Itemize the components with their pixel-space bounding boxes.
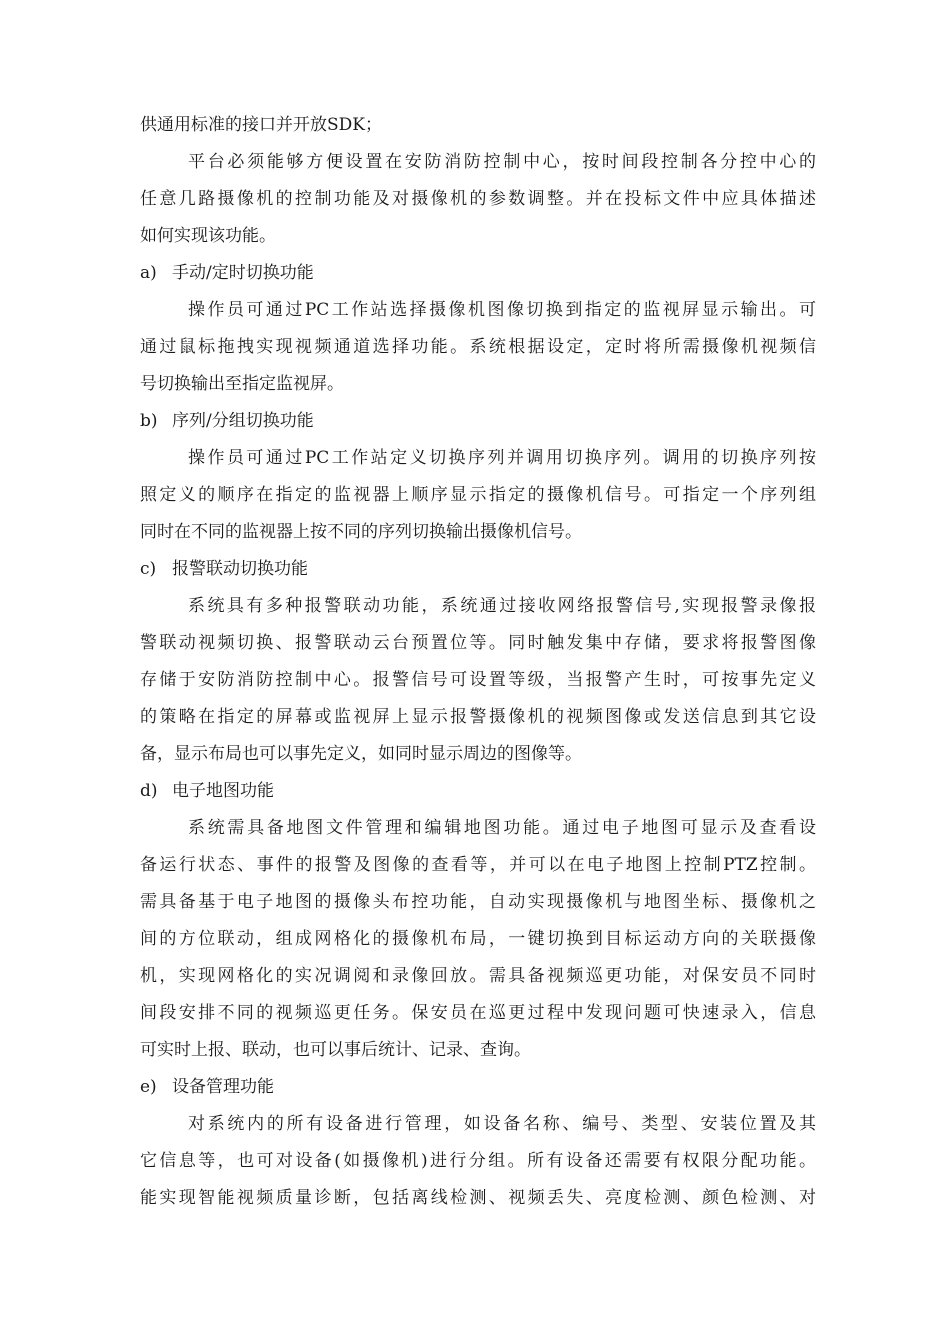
heading-marker: e): [140, 1077, 157, 1097]
paragraph-intro-end: [140, 107, 816, 144]
text-line: 对系统内的所有设备进行管理，如设备名称、编号、类型、安装位置及其: [188, 1114, 816, 1134]
text-line: 能实现智能视频质量诊断，包括离线检测、视频丢失、亮度检测、颜色检测、对: [140, 1188, 816, 1208]
heading-text: 电子地图功能: [172, 781, 274, 801]
text-line: 的策略在指定的屏幕或监视屏上显示报警摄像机的视频图像或发送信息到其它设: [140, 707, 816, 727]
heading-b: [140, 403, 816, 440]
text-line: 操作员可通过PC工作站选择摄像机图像切换到指定的监视屏显示输出。可: [188, 300, 816, 320]
text-line: 号切换输出至指定监视屏。: [140, 374, 344, 394]
text-line: 备，显示布局也可以事先定义，如同时显示周边的图像等。: [140, 744, 582, 764]
paragraph-c: [140, 588, 816, 773]
text-line: 需具备基于电子地图的摄像头布控功能，自动实现摄像机与地图坐标、摄像机之: [140, 892, 816, 912]
text-line: 平台必须能够方便设置在安防消防控制中心，按时间段控制各分控中心的: [188, 152, 816, 172]
heading-a: [140, 255, 816, 292]
text-line: 同时在不同的监视器上按不同的序列切换输出摄像机信号。: [140, 522, 582, 542]
text-line: 通过鼠标拖拽实现视频通道选择功能。系统根据设定，定时将所需摄像机视频信: [140, 337, 816, 357]
heading-d: [140, 773, 816, 810]
document-page: [140, 107, 816, 1217]
heading-marker: a): [140, 263, 157, 283]
heading-text: 手动/定时切换功能: [172, 263, 314, 283]
heading-text: 报警联动切换功能: [172, 559, 308, 579]
text-line: 备运行状态、事件的报警及图像的查看等，并可以在电子地图上控制PTZ控制。: [140, 855, 816, 875]
text-line: 存储于安防消防控制中心。报警信号可设置等级，当报警产生时，可按事先定义: [140, 670, 816, 690]
text-line: 机，实现网格化的实况调阅和录像回放。需具备视频巡更功能，对保安员不同时: [140, 966, 816, 986]
text-line: 间段安排不同的视频巡更任务。保安员在巡更过程中发现问题可快速录入，信息: [140, 1003, 816, 1023]
heading-c: [140, 551, 816, 588]
paragraph-d: [140, 810, 816, 1069]
heading-e: [140, 1069, 816, 1106]
text-line: 它信息等，也可对设备(如摄像机)进行分组。所有设备还需要有权限分配功能。: [140, 1151, 816, 1171]
paragraph-e: [140, 1106, 816, 1217]
paragraph-platform-control: [140, 144, 816, 255]
text-line: 如何实现该功能。: [140, 226, 276, 246]
text-line: 供通用标准的接口并开放SDK；: [140, 115, 382, 135]
text-line: 系统具有多种报警联动功能，系统通过接收网络报警信号,实现报警录像报: [188, 596, 816, 616]
text-line: 任意几路摄像机的控制功能及对摄像机的参数调整。并在投标文件中应具体描述: [140, 189, 816, 209]
heading-text: 设备管理功能: [172, 1077, 274, 1097]
text-line: 间的方位联动，组成网格化的摄像机布局，一键切换到目标运动方向的关联摄像: [140, 929, 816, 949]
paragraph-a: [140, 292, 816, 403]
text-line: 警联动视频切换、报警联动云台预置位等。同时触发集中存储，要求将报警图像: [140, 633, 816, 653]
text-line: 可实时上报、联动，也可以事后统计、记录、查询。: [140, 1040, 531, 1060]
heading-marker: b): [140, 411, 158, 431]
heading-marker: d): [140, 781, 158, 801]
heading-marker: c): [140, 559, 157, 579]
heading-text: 序列/分组切换功能: [172, 411, 314, 431]
paragraph-b: [140, 440, 816, 551]
text-line: 操作员可通过PC工作站定义切换序列并调用切换序列。调用的切换序列按: [188, 448, 816, 468]
text-line: 照定义的顺序在指定的监视器上顺序显示指定的摄像机信号。可指定一个序列组: [140, 485, 816, 505]
text-line: 系统需具备地图文件管理和编辑地图功能。通过电子地图可显示及查看设: [188, 818, 816, 838]
